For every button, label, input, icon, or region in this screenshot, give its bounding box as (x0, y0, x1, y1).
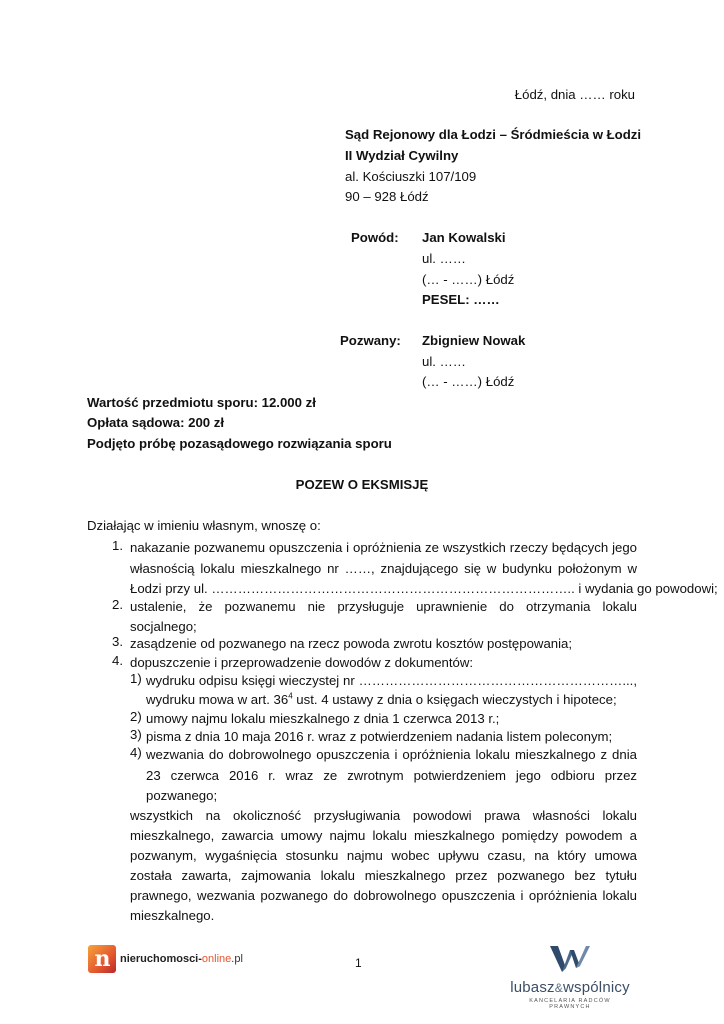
subitem-text: umowy najmu lokalu mieszkalnego z dnia 1 czerwca 2013 r.; (146, 711, 500, 726)
defendant-label: Pozwany: (340, 333, 401, 348)
plaintiff-pesel: PESEL: …… (422, 292, 500, 307)
circumstances-line: pozwanym, wygaśnięcia stosunku najmu wobec upływu czasu, na który umowa (130, 848, 637, 863)
claim-value: Wartość przedmiotu sporu: 12.000 zł (87, 395, 316, 410)
item-text: socjalnego; (130, 619, 197, 634)
logo-text: nieruchomosci-online.pl (120, 953, 243, 965)
document-title: POZEW O EKSMISJĘ (295, 477, 429, 492)
item-text: Łodzi przy ul. ……………………………………………………………………….. i wydania go powodowi; (130, 581, 718, 596)
defendant-name: Zbigniew Nowak (422, 333, 526, 348)
subitem-text: wydruku odpisu księgi wieczystej nr ……………………………………………………..., (146, 673, 637, 688)
item-text: zasądzenie od pozwanego na rzecz powoda zwrotu kosztów postępowania; (130, 636, 573, 651)
nieruchomosci-logo (88, 944, 243, 974)
court-name: Sąd Rejonowy dla Łodzi – Śródmieścia w Łodzi (345, 127, 642, 142)
lubasz-tagline: KANCELARIA RADCÓW PRAWNYCH (529, 998, 611, 1010)
item-text: ustalenie, że pozwanemu nie przysługuje uprawnienie do otrzymania lokalu (130, 599, 637, 614)
circumstances-line: mieszkalnego. (130, 908, 215, 923)
lw-logo-icon (548, 944, 592, 974)
item-number: 4. (112, 653, 123, 668)
subitem-text: 23 czerwca 2016 r. wraz ze zwrotnym potwierdzeniem jego odbioru przez (146, 768, 637, 783)
defendant-street: ul. …… (422, 354, 466, 369)
lubasz-brand-text: lubasz&wspólnicy (510, 979, 630, 996)
circumstances-line: prawnego, wezwania pozwanego do dobrowolnego opuszczenia i opróżnienia lokalu (130, 888, 637, 903)
subitem-text: wydruku mowa w art. $36^4$ ust. 4 ustawy z dnia o księgach wieczystych i hipotece; (146, 691, 617, 707)
subitem-text: pisma z dnia 10 maja 2016 r. wraz z potwierdzeniem nadania listem poleconym; (146, 729, 613, 744)
intro-text: Działając w imieniu własnym, wnoszę o: (87, 518, 321, 533)
item-text: własnością lokalu mieszkalnego nr ……, znajdującego się w budynku położonym w (130, 561, 637, 576)
item-text: dopuszczenie i przeprowadzenie dowodów z dokumentów: (130, 655, 474, 670)
item-number: 2. (112, 597, 123, 612)
subitem-number: 4) (130, 745, 142, 760)
defendant-city: (… - ……) Łódź (422, 374, 515, 389)
circumstances-line: wszystkich na okoliczność przysługiwania powodowi prawa własności lokalu (130, 808, 637, 823)
plaintiff-label: Powód: (351, 230, 399, 245)
item-number: 3. (112, 634, 123, 649)
court-department: II Wydział Cywilny (345, 148, 459, 163)
subitem-number: 1) (130, 671, 142, 686)
court-fee: Opłata sądowa: 200 zł (87, 415, 225, 430)
item-text: nakazanie pozwanemu opuszczenia i opróżnienia ze wszystkich rzeczy będących jego (130, 540, 637, 555)
court-postal: 90 – 928 Łódź (345, 189, 429, 204)
circumstances-line: została zawarta, zajmowania lokalu mieszkalnego przez pozwanego bez tytułu (130, 868, 637, 883)
court-street: al. Kościuszki 107/109 (345, 169, 477, 184)
subitem-number: 3) (130, 727, 142, 742)
subitem-text: pozwanego; (146, 788, 218, 803)
page-number: 1 (355, 956, 362, 970)
subitem-text: wezwania do dobrowolnego opuszczenia i opróżnienia lokalu mieszkalnego z dnia (146, 747, 637, 762)
plaintiff-city: (… - ……) Łódź (422, 272, 515, 287)
settlement-attempt: Podjęto próbę pozasądowego rozwiązania sporu (87, 436, 392, 451)
subitem-number: 2) (130, 709, 142, 724)
plaintiff-name: Jan Kowalski (422, 230, 506, 245)
logo-mark-icon: n (88, 945, 116, 973)
plaintiff-street: ul. …… (422, 251, 466, 266)
place-date: Łódź, dnia …… roku (514, 87, 635, 102)
item-number: 1. (112, 538, 123, 553)
circumstances-line: mieszkalnego, zawarcia umowy najmu lokalu mieszkalnego pomiędzy powodem a (130, 828, 637, 843)
lubasz-logo (510, 944, 630, 1010)
